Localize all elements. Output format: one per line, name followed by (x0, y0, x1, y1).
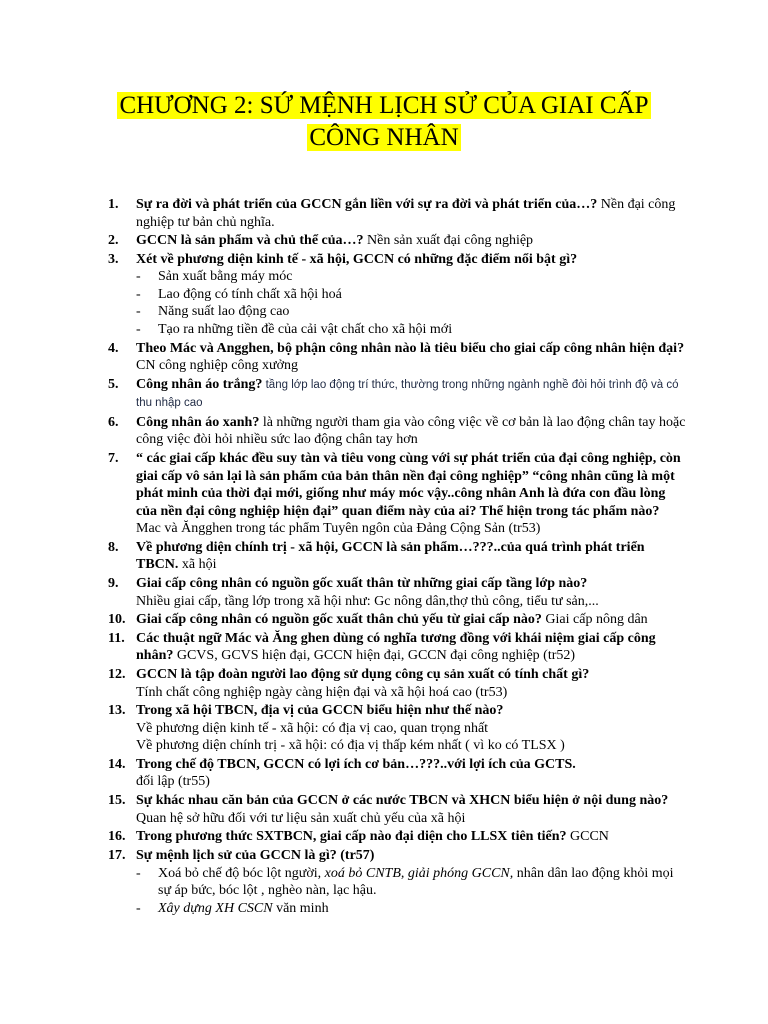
question-text: Trong phương thức SXTBCN, giai cấp nào đại diện cho LLSX tiên tiến? (136, 829, 567, 845)
chapter-title (0, 90, 768, 154)
list-item: 12. GCCN là tập đoàn người lao động sử dụng công cụ sản xuất có tính chất gì? Tính chất công nghiệp ngày càng hiện đại và xã hội hoá cao (tr53) (0, 666, 768, 701)
title-line-1: CHƯƠNG 2: SỨ MỆNH LỊCH SỬ CỦA GIAI CẤP (119, 92, 649, 119)
list-item: 13. Trong xã hội TBCN, địa vị của GCCN biểu hiện như thế nào? Về phương diện kinh tế - xã hội: có địa vị cao, quan trọng nhất Về phương diện chính trị - xã hội: có địa vị thấp kém nhất ( vì ko có TLSX ) (0, 702, 768, 755)
list-item: 11. Các thuật ngữ Mác và Ăng ghen dùng có nghĩa tương đồng với khái niệm giai cấp công nhân? GCVS, GCVS hiện đại, GCCN hiện đại, GCCN đại công nghiệp (tr52) (108, 630, 656, 664)
list-item: 10. Giai cấp công nhân có nguồn gốc xuất thân chủ yếu từ giai cấp nào? Giai cấp nông dân (108, 612, 648, 628)
question-text: GCCN là tập đoàn người lao động sử dụng công cụ sản xuất có tính chất gì? (136, 667, 590, 683)
bullet-item: - Tạo ra những tiền đề của cải vật chất cho xã hội mới (136, 321, 688, 339)
question-text: Theo Mác và Angghen, bộ phận công nhân nào là tiêu biểu cho giai cấp công nhân hiện đại? (136, 340, 685, 356)
answer-bullets (136, 865, 688, 918)
list-item: 6. Công nhân áo xanh? là những người tham gia vào công việc về cơ bản là lao động chân tay hoặc công việc đòi hỏi nhiều sức lao động chân tay hơn (108, 414, 686, 448)
answer-text: đối lập (tr55) (136, 774, 210, 790)
bullet-item: - Năng suất lao động cao (136, 303, 688, 321)
bullet-item: - Xoá bỏ chế độ bóc lột người, xoá bỏ CNTB, giải phóng GCCN, nhân dân lao động khỏi mọi sự áp bức, bóc lột , nghèo nàn, lạc hậu. (136, 865, 688, 900)
list-item: 4. Theo Mác và Angghen, bộ phận công nhân nào là tiêu biểu cho giai cấp công nhân hiện đại? CN công nghiệp công xưởng (108, 340, 685, 374)
list-item: 16. Trong phương thức SXTBCN, giai cấp nào đại diện cho LLSX tiên tiến? GCCN (108, 829, 609, 845)
bullet-item: - Sản xuất bằng máy móc (136, 268, 688, 286)
list-item: 7. “ các giai cấp khác đều suy tàn và tiêu vong cùng với sự phát triển của đại công nghiệp, còn giai cấp vô sản lại là sản phẩm của bản thân nền đại công nghiệp” “công nhân cũng là một phát minh của thời đại mới, giống như máy móc vậy..công nhân Anh là đứa con đầu lòng của nền đại công nghiệp hiện đại” quan điểm này của ai? Thể hiện trong tác phẩm nào? Mac và Ăngghen trong tác phẩm Tuyên ngôn của Đảng Cộng Sản (tr53) (0, 450, 768, 538)
list-item: 2. GCCN là sản phẩm và chủ thể của…? Nền sản xuất đại công nghiệp (108, 233, 534, 249)
answer-text: CN công nghiệp công xưởng (136, 358, 298, 374)
answer-text: là những người tham gia vào công việc về cơ bản là lao động chân tay hoặc công việc đòi hỏi nhiều sức lao động chân tay hơn (136, 414, 686, 448)
list-item: 15. Sự khác nhau căn bản của GCCN ở các nước TBCN và XHCN biểu hiện ở nội dung nào? Quan hệ sở hữu đối với tư liệu sản xuất chủ yếu của xã hội (0, 792, 768, 827)
question-text: “ các giai cấp khác đều suy tàn và tiêu vong cùng với sự phát triển của đại công nghiệp, còn giai cấp vô sản lại là sản phẩm của bản thân nền đại công nghiệp” “công nhân cũng là một phát minh của thời đại mới, giống như máy móc vậy..công nhân Anh là đứa con đầu lòng của nền đại công nghiệp hiện đại” quan điểm này của ai? Thể hiện trong tác phẩm nào? (136, 451, 681, 519)
list-item: 8. Về phương diện chính trị - xã hội, GCCN là sản phẩm…???..của quá trình phát triển TBCN. xã hội (108, 539, 645, 573)
answer-text: Giai cấp nông dân (541, 612, 648, 628)
answer-text: GCVS, GCVS hiện đại, GCCN hiện đại, GCCN đại công nghiệp (tr52) (173, 648, 576, 664)
answer-text: xã hội (178, 557, 217, 573)
question-text: Về phương diện chính trị - xã hội, GCCN là sản phẩm…???..của quá trình phát triển TBCN. (136, 539, 645, 573)
list-item: 1. Sự ra đời và phát triển của GCCN gắn liền với sự ra đời và phát triển của…? Nền đại công nghiệp tư bản chủ nghĩa. (108, 197, 676, 230)
answer-text: Nhiều giai cấp, tầng lớp trong xã hội như: Gc nông dân,thợ thủ công, tiểu tư sản,... (136, 593, 599, 609)
answer-text: Về phương diện chính trị - xã hội: có địa vị thấp kém nhất ( vì ko có TLSX ) (136, 738, 565, 754)
answer-text: Nền đại công nghiệp tư bản chủ nghĩa. (136, 197, 676, 230)
question-text: Công nhân áo xanh? (136, 414, 260, 430)
question-text: Sự ra đời và phát triển của GCCN gắn liền với sự ra đời và phát triển của…? (136, 197, 598, 212)
list-item: 9. Giai cấp công nhân có nguồn gốc xuất thân từ những giai cấp tầng lớp nào? Nhiều giai cấp, tầng lớp trong xã hội như: Gc nông dân,thợ thủ công, tiểu tư sản,... (0, 575, 768, 610)
answer-text: Quan hệ sở hữu đối với tư liệu sản xuất chủ yếu của xã hội (136, 810, 466, 826)
list-item: 3. Xét về phương diện kinh tế - xã hội, GCCN có những đặc điểm nổi bật gì? - Sản xuất bằng máy móc - Lao động có tính chất xã hội hoá - Năng suất lao động cao - Tạo ra những tiền đề của cải vật chất cho xã hội mới (0, 251, 768, 339)
answer-text: tầng lớp lao động trí thức, thường trong những ngành nghề đòi hỏi trình độ và có thu nhập cao (136, 378, 679, 410)
answer-text: Nền sản xuất đại công nghiệp (363, 233, 534, 249)
question-list (0, 196, 768, 918)
question-text: Giai cấp công nhân có nguồn gốc xuất thân chủ yếu từ giai cấp nào? (136, 612, 542, 628)
question-text: Sự khác nhau căn bản của GCCN ở các nước TBCN và XHCN biểu hiện ở nội dung nào? (136, 793, 669, 809)
answer-text: GCCN (566, 829, 609, 845)
answer-text: Tính chất công nghiệp ngày càng hiện đại và xã hội hoá cao (tr53) (136, 684, 508, 700)
question-text: Trong xã hội TBCN, địa vị của GCCN biểu hiện như thế nào? (136, 703, 504, 719)
bullet-item: - Xây dựng XH CSCN văn minh (136, 900, 688, 918)
title-line-2: CÔNG NHÂN (309, 124, 459, 151)
list-item: 14. Trong chế độ TBCN, GCCN có lợi ích cơ bản…???..với lợi ích của GCTS. đối lập (tr55) (0, 756, 768, 791)
question-text: Xét về phương diện kinh tế - xã hội, GCCN có những đặc điểm nổi bật gì? (136, 251, 578, 267)
question-text: Các thuật ngữ Mác và Ăng ghen dùng có nghĩa tương đồng với khái niệm giai cấp công nhân? (136, 630, 656, 664)
answer-text: Mac và Ăngghen trong tác phẩm Tuyên ngôn của Đảng Cộng Sản (tr53) (136, 521, 541, 537)
answer-bullets (136, 268, 688, 338)
question-text: Sự mệnh lịch sử của GCCN là gì? (tr57) (136, 848, 375, 863)
question-text: Trong chế độ TBCN, GCCN có lợi ích cơ bản…???..với lợi ích của GCTS. (136, 756, 576, 772)
question-text: Giai cấp công nhân có nguồn gốc xuất thân từ những giai cấp tầng lớp nào? (136, 576, 588, 591)
question-text: GCCN là sản phẩm và chủ thể của…? (136, 233, 364, 249)
list-item: 17. Sự mệnh lịch sử của GCCN là gì? (tr57) - Xoá bỏ chế độ bóc lột người, xoá bỏ CNTB, giải phóng GCCN, nhân dân lao động khỏi mọi sự áp bức, bóc lột , nghèo nàn, lạc hậu. - Xây dựng XH CSCN văn minh (0, 847, 768, 917)
list-item: 5. Công nhân áo trắng? tầng lớp lao động trí thức, thường trong những ngành nghề đòi hỏi trình độ và có thu nhập cao (108, 376, 679, 410)
bullet-item: - Lao động có tính chất xã hội hoá (136, 286, 688, 304)
question-text: Công nhân áo trắng? (136, 376, 263, 392)
answer-text: Về phương diện kinh tế - xã hội: có địa vị cao, quan trọng nhất (136, 720, 489, 736)
